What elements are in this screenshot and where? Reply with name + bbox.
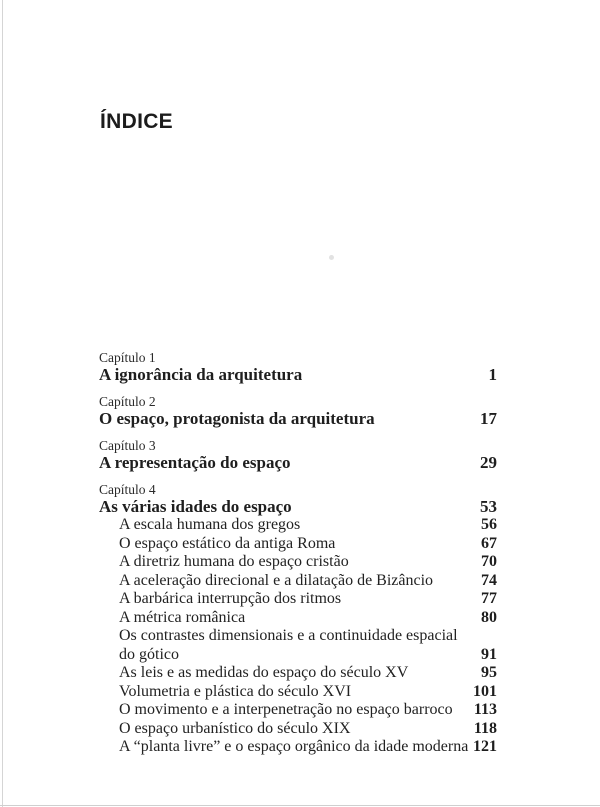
toc-item-text: A diretriz humana do espaço cristão bbox=[119, 553, 349, 570]
chapter-title-row bbox=[99, 365, 497, 384]
chapter-page-number: 1 bbox=[488, 365, 497, 384]
toc-item bbox=[119, 572, 497, 591]
toc-item-text: A “planta livre” e o espaço orgânico da idade moderna bbox=[119, 738, 469, 755]
toc-item bbox=[119, 664, 497, 683]
toc-item bbox=[119, 701, 497, 720]
toc-item-text: O espaço estático da antiga Roma bbox=[119, 534, 336, 552]
chapter-entry-4 bbox=[99, 482, 497, 757]
toc-item-page: 121 bbox=[473, 738, 497, 755]
chapter-title-row bbox=[99, 453, 497, 472]
toc-item-page: 67 bbox=[481, 534, 497, 552]
toc-item bbox=[119, 627, 497, 664]
toc-item-text: O espaço urbanístico do século XIX bbox=[119, 719, 351, 737]
toc-item-text: Volumetria e plástica do século XVI bbox=[119, 682, 352, 700]
toc-item bbox=[119, 738, 497, 757]
chapter-title: As várias idades do espaço bbox=[99, 497, 292, 516]
toc-item-page: 56 bbox=[481, 516, 497, 533]
chapter-title: O espaço, protagonista da arquitetura bbox=[99, 409, 375, 428]
chapter-title-row bbox=[99, 497, 497, 516]
chapter-label: Capítulo 3 bbox=[99, 438, 156, 453]
toc-item bbox=[119, 516, 497, 535]
toc-item-text: A métrica românica bbox=[119, 608, 246, 626]
chapter-label: Capítulo 2 bbox=[99, 394, 156, 409]
chapter-title: A ignorância da arquitetura bbox=[99, 365, 303, 384]
toc-item-page: 74 bbox=[481, 571, 497, 589]
toc-item-page: 70 bbox=[481, 553, 497, 570]
toc-item-text: Os contrastes dimensionais e a continuidade espacial do gótico bbox=[119, 627, 458, 663]
toc-item-page: 113 bbox=[473, 701, 497, 718]
chapter-entry-3 bbox=[99, 438, 497, 472]
toc-item-text: A barbárica interrupção dos ritmos bbox=[119, 590, 342, 607]
toc-item-text: As leis e as medidas do espaço do século XV bbox=[119, 664, 409, 681]
chapter-page-number: 17 bbox=[480, 409, 497, 428]
toc-item-page: 91 bbox=[481, 645, 497, 663]
chapter-entry-1 bbox=[99, 350, 497, 384]
toc-item-text: A escala humana dos gregos bbox=[119, 516, 301, 533]
chapter-items bbox=[99, 516, 497, 757]
toc-item bbox=[119, 720, 497, 739]
chapter-title: A representação do espaço bbox=[99, 453, 291, 472]
toc-item bbox=[119, 535, 497, 554]
toc-item-page: 118 bbox=[473, 719, 497, 737]
toc-item-page: 101 bbox=[473, 682, 497, 700]
toc-item-page: 80 bbox=[481, 608, 497, 626]
scan-edge-left-line bbox=[2, 0, 3, 807]
chapter-label: Capítulo 1 bbox=[99, 350, 156, 365]
chapter-page-number: 53 bbox=[480, 497, 497, 516]
toc-item bbox=[119, 609, 497, 628]
toc-item bbox=[119, 553, 497, 572]
toc-item-text: A aceleração direcional e a dilatação de Bizâncio bbox=[119, 571, 434, 589]
table-of-contents bbox=[99, 350, 497, 767]
chapter-entry-2 bbox=[99, 394, 497, 428]
scan-edge-bottom-line bbox=[0, 805, 600, 806]
toc-item bbox=[119, 590, 497, 609]
toc-item-text: O movimento e a interpenetração no espaço barroco bbox=[119, 701, 453, 718]
page-title: ÍNDICE bbox=[100, 110, 173, 133]
chapter-label: Capítulo 4 bbox=[99, 482, 156, 497]
toc-item-page: 95 bbox=[481, 664, 497, 681]
chapter-page-number: 29 bbox=[480, 453, 497, 472]
toc-item bbox=[119, 683, 497, 702]
toc-item-page: 77 bbox=[481, 590, 497, 607]
chapter-title-row bbox=[99, 409, 497, 428]
scan-speck bbox=[329, 255, 334, 260]
